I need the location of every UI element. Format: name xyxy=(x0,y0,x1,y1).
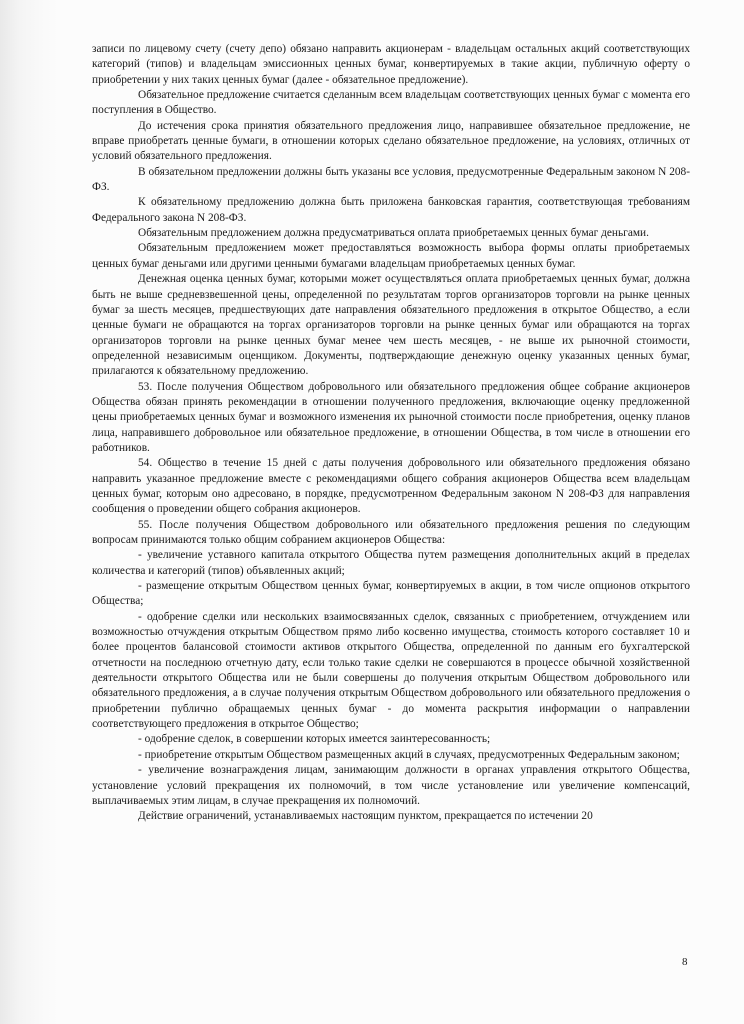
paragraph: Денежная оценка ценных бумаг, которыми может осуществляться оплата приобретаемых ценных бумаг, должна быть не выше средневзвешенной цены, определенной по результатам торгов организаторов торговли на рынке ценных бумаг за шесть месяцев, предшествующих дате направления обязательного предложения в открытое Общество, а если ценные бумаги не обращаются на торгах организаторов торговли на рынке ценных бумаг или обращаются на торгах организаторов торговли на рынке ценных бумаг менее чем шесть месяцев, - не выше их рыночной стоимости, определенной независимым оценщиком. Документы, подтверждающие денежную оценку указанных ценных бумаг, прилагаются к обязательному предложению. xyxy=(92,273,690,378)
paragraph: 53. После получения Обществом добровольного или обязательного предложения общее собрание акционеров Общества обязан принять рекомендации в отношении полученного предложения, включающие оценку предложенной цены приобретаемых ценных бумаг и возможного изменения их рыночной стоимости после приобретения, оценку планов лица, направившего добровольное или обязательное предложение, в отношении Общества, в том числе в отношении его работников. xyxy=(92,380,690,454)
paragraph: Обязательным предложением должна предусматриваться оплата приобретаемых ценных бумаг деньгами. xyxy=(138,227,649,240)
paragraph: Действие ограничений, устанавливаемых настоящим пунктом, прекращается по истечении 20 xyxy=(138,810,593,823)
scan-shadow-edge xyxy=(0,0,60,1024)
paragraph: - приобретение открытым Обществом размещенных акций в случаях, предусмотренных Федеральным законом; xyxy=(138,748,680,761)
page-body-text xyxy=(92,42,690,825)
paragraph: - одобрение сделки или нескольких взаимосвязанных сделок, связанных с приобретением, отчуждением или возможностью отчуждения открытым Обществом прямо либо косвенно имущества, стоимость которого составляет 10 и более процентов балансовой стоимости активов открытого Общества, определенной по данным его бухгалтерской отчетности на последнюю отчетную дату, если только такие сделки не совершаются в процессе обычной хозяйственной деятельности открытого Общества или не были совершены до получения открытым Обществом добровольного или обязательного предложения, а в случае получения открытым Обществом добровольного или обязательного предложения о приобретении публично обращаемых ценных бумаг - до момента раскрытия информации о направлении соответствующего предложения в открытое Общество; xyxy=(92,610,690,731)
paragraph: До истечения срока принятия обязательного предложения лицо, направившее обязательное предложение, не вправе приобретать ценные бумаги, в отношении которых сделано обязательное предложение, на условиях, отличных от условий обязательного предложения. xyxy=(92,119,690,163)
paragraph: - увеличение уставного капитала открытого Общества путем размещения дополнительных акций в пределах количества и категорий (типов) объявленных акций; xyxy=(92,549,690,577)
paragraph: К обязательному предложению должна быть приложена банковская гарантия, соответствующая требованиям Федерального закона N 208-ФЗ. xyxy=(92,196,690,224)
paragraph: - размещение открытым Обществом ценных бумаг, конвертируемых в акции, в том числе опционов открытого Общества; xyxy=(92,580,690,608)
paragraph: Обязательное предложение считается сделанным всем владельцам соответствующих ценных бумаг с момента его поступления в Общество. xyxy=(92,89,690,117)
paragraph: записи по лицевому счету (счету депо) обязано направить акционерам - владельцам остальных акций соответствующих категорий (типов) и владельцам эмиссионных ценных бумаг, конвертируемых в такие акции, публичную оферту о приобретении у них таких ценных бумаг (далее - обязательное предложение). xyxy=(92,43,690,86)
paragraph: 55. После получения Обществом добровольного или обязательного предложения решения по следующим вопросам принимаются только общим собранием акционеров Общества: xyxy=(92,518,690,546)
paragraph: Обязательным предложением может предоставляться возможность выбора формы оплаты приобретаемых ценных бумаг деньгами или другими ценными бумагами владельцам приобретаемых ценных бумаг. xyxy=(92,242,690,270)
page-number: 8 xyxy=(682,956,688,968)
paragraph: - увеличение вознаграждения лицам, занимающим должности в органах управления открытого Общества, установление условий прекращения их полномочий, в том числе установление или увеличение компенсаций, выплачиваемых этим лицам, в случае прекращения их полномочий. xyxy=(92,764,690,807)
paragraph: 54. Общество в течение 15 дней с даты получения добровольного или обязательного предложения обязано направить указанное предложение вместе с рекомендациями общего собрания акционеров Общества всем владельцам ценных бумаг, которым оно адресовано, в порядке, предусмотренном Федеральным законом N 208-ФЗ для направления сообщения о проведении общего собрания акционеров. xyxy=(92,457,690,516)
paragraph: В обязательном предложении должны быть указаны все условия, предусмотренные Федеральным законом N 208-ФЗ. xyxy=(92,165,690,194)
paragraph: - одобрение сделок, в совершении которых имеется заинтересованность; xyxy=(138,733,491,746)
